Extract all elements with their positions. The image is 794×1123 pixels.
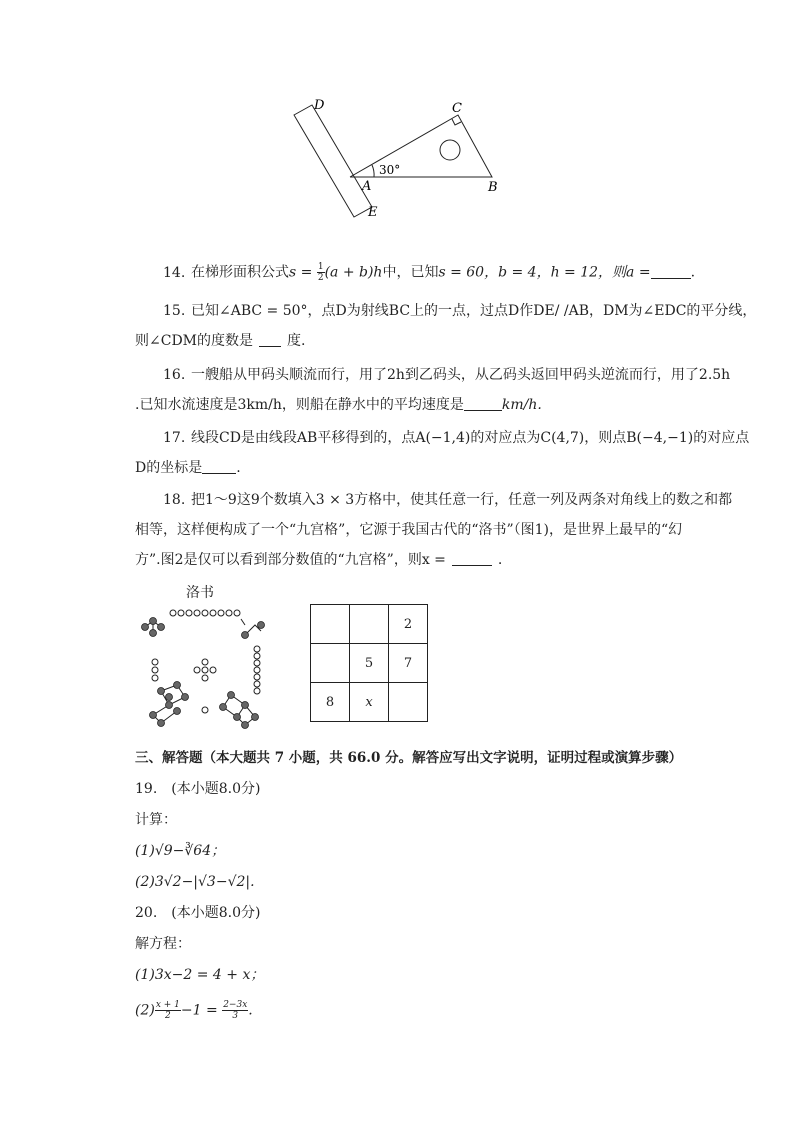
question-16-line2 bbox=[135, 395, 542, 415]
label-B: B bbox=[488, 180, 498, 195]
grid-cell bbox=[311, 644, 350, 683]
grid-cell: 2 bbox=[389, 605, 428, 644]
question-15-line2 bbox=[135, 331, 305, 351]
q20-part2 bbox=[135, 1000, 253, 1021]
luoshu-center-5 bbox=[194, 659, 216, 681]
grid-cell: 7 bbox=[389, 644, 428, 683]
section-3-header: 三、解答题（本大题共 7 小题，共 66.0 分。解答应写出文字说明，证明过程或演算步骤） bbox=[135, 750, 683, 766]
q20-part2-tail: . bbox=[248, 1002, 253, 1019]
q16-number: 16. bbox=[163, 367, 186, 383]
q14-tail: . bbox=[690, 264, 696, 281]
q14-formula: s = bbox=[289, 264, 317, 281]
q14-text-b: 中，已知 bbox=[382, 264, 439, 281]
question-15-line1 bbox=[163, 301, 756, 321]
luoshu-bottom-1 bbox=[202, 707, 208, 713]
label-D: D bbox=[314, 98, 325, 113]
q16-line1-text: 一艘船从甲码头顺流而行，用了2h到乙码头，从乙码头返回甲码头逆流而行，用了2.5h bbox=[191, 367, 731, 383]
q18-line3-tail: . bbox=[497, 552, 503, 568]
label-C: C bbox=[452, 101, 462, 116]
angle-30-label: 30° bbox=[379, 163, 401, 177]
label-E: E bbox=[368, 205, 378, 220]
triangle-hole bbox=[440, 140, 460, 160]
q16-answer-blank[interactable] bbox=[464, 396, 502, 411]
q17-number: 17. bbox=[163, 430, 186, 446]
q15-answer-blank[interactable] bbox=[259, 332, 281, 347]
q14-text-a: 在梯形面积公式 bbox=[191, 264, 289, 281]
q17-answer-blank[interactable] bbox=[202, 459, 236, 474]
question-18-line1 bbox=[163, 490, 732, 510]
q20-part2-label: (2) bbox=[135, 1002, 155, 1019]
luoshu-right-7 bbox=[254, 646, 260, 694]
q18-number: 18. bbox=[163, 492, 186, 508]
q20-frac1-top: x + 1 bbox=[155, 1000, 180, 1010]
question-17-line1 bbox=[163, 428, 749, 448]
q20-fraction-right bbox=[222, 1000, 248, 1021]
q20-frac2-bot: 3 bbox=[232, 1011, 239, 1021]
nine-grid bbox=[310, 604, 428, 722]
grid-row bbox=[311, 683, 428, 722]
q14-answer-blank[interactable] bbox=[651, 264, 691, 279]
question-16-line1 bbox=[163, 365, 730, 385]
grid-cell: x bbox=[350, 683, 389, 722]
question-18-line2 bbox=[135, 520, 682, 540]
question-14 bbox=[163, 262, 695, 283]
geometry-figure bbox=[280, 95, 520, 225]
q19-header: 19. (本小题8.0分) bbox=[135, 781, 261, 797]
q14-formula-b: (a + b)h bbox=[324, 264, 383, 281]
q20-header: 20. (本小题8.0分) bbox=[135, 905, 261, 921]
grid-row bbox=[311, 605, 428, 644]
angle-arc bbox=[372, 165, 374, 177]
label-A: A bbox=[362, 179, 372, 194]
q17-line2-tail: . bbox=[236, 460, 241, 476]
q15-line2-tail: 度. bbox=[287, 333, 306, 349]
luoshu-diagram bbox=[135, 605, 270, 730]
q18-line3-text: 方”.图2是仅可以看到部分数值的“九宫格”，则x = bbox=[135, 552, 446, 568]
ruler-rect bbox=[294, 105, 372, 217]
q14-fraction bbox=[317, 262, 325, 283]
q20-part1: (1)3x−2 = 4 + x； bbox=[135, 967, 265, 983]
q20-label: 解方程： bbox=[135, 936, 191, 952]
right-angle-mark bbox=[452, 119, 461, 125]
triangle-abc bbox=[350, 115, 492, 177]
q14-frac-top: 1 bbox=[317, 262, 324, 272]
q15-number: 15. bbox=[163, 303, 186, 319]
q14-given: s = 60，b = 4，h = 12，则a = bbox=[438, 264, 651, 281]
question-18-line3 bbox=[135, 550, 502, 570]
q14-frac-bot: 2 bbox=[317, 273, 324, 283]
q19-label: 计算： bbox=[135, 812, 177, 828]
luoshu-left-3 bbox=[152, 659, 158, 681]
q20-fraction-left bbox=[155, 1000, 181, 1021]
q16-line2-tail: km/h. bbox=[501, 397, 542, 413]
q15-line1-text: 已知∠ABC = 50°，点D为射线BC上的一点，过点D作DE/ /AB，DM为∠EDC的平分线， bbox=[191, 303, 757, 319]
q19-part2: (2)3√2−|√3−√2|. bbox=[135, 874, 255, 890]
luoshu-bottom-right-6 bbox=[220, 692, 259, 729]
q20-frac1-bot: 2 bbox=[165, 1011, 171, 1021]
grid-cell: 5 bbox=[350, 644, 389, 683]
question-17-line2 bbox=[135, 458, 241, 478]
q20-frac2-top: 2−3x bbox=[223, 1000, 248, 1010]
grid-cell: 8 bbox=[311, 683, 350, 722]
q18-line2-text: 相等，这样便构成了一个“九宫格”，它源于我国古代的“洛书”（图1)，是世界上最早的“幻 bbox=[135, 522, 683, 538]
grid-row bbox=[311, 644, 428, 683]
grid-cell bbox=[389, 683, 428, 722]
q20-part2-mid: −1 = bbox=[180, 1002, 223, 1019]
q17-line1-text: 线段CD是由线段AB平移得到的，点A(−1,4)的对应点为C(4,7)，则点B(−4,−1)的对应点 bbox=[191, 430, 750, 446]
q18-answer-blank[interactable] bbox=[452, 551, 492, 566]
grid-cell bbox=[350, 605, 389, 644]
grid-cell bbox=[311, 605, 350, 644]
q18-line1-text: 把1～9这9个数填入3 × 3方格中，使其任意一行，任意一列及两条对角线上的数之和都 bbox=[191, 492, 733, 508]
q17-line2-text: D的坐标是 bbox=[135, 460, 203, 476]
luoshu-top-9 bbox=[170, 610, 240, 616]
luoshu-title: 洛书 bbox=[186, 585, 214, 601]
q19-part1: (1)√9−∛64； bbox=[135, 843, 226, 859]
q14-number: 14. bbox=[163, 264, 186, 281]
q15-line2-text: 则∠CDM的度数是 bbox=[135, 333, 254, 349]
q16-line2-text: .已知水流速度是3km/h，则船在静水中的平均速度是 bbox=[135, 397, 464, 413]
